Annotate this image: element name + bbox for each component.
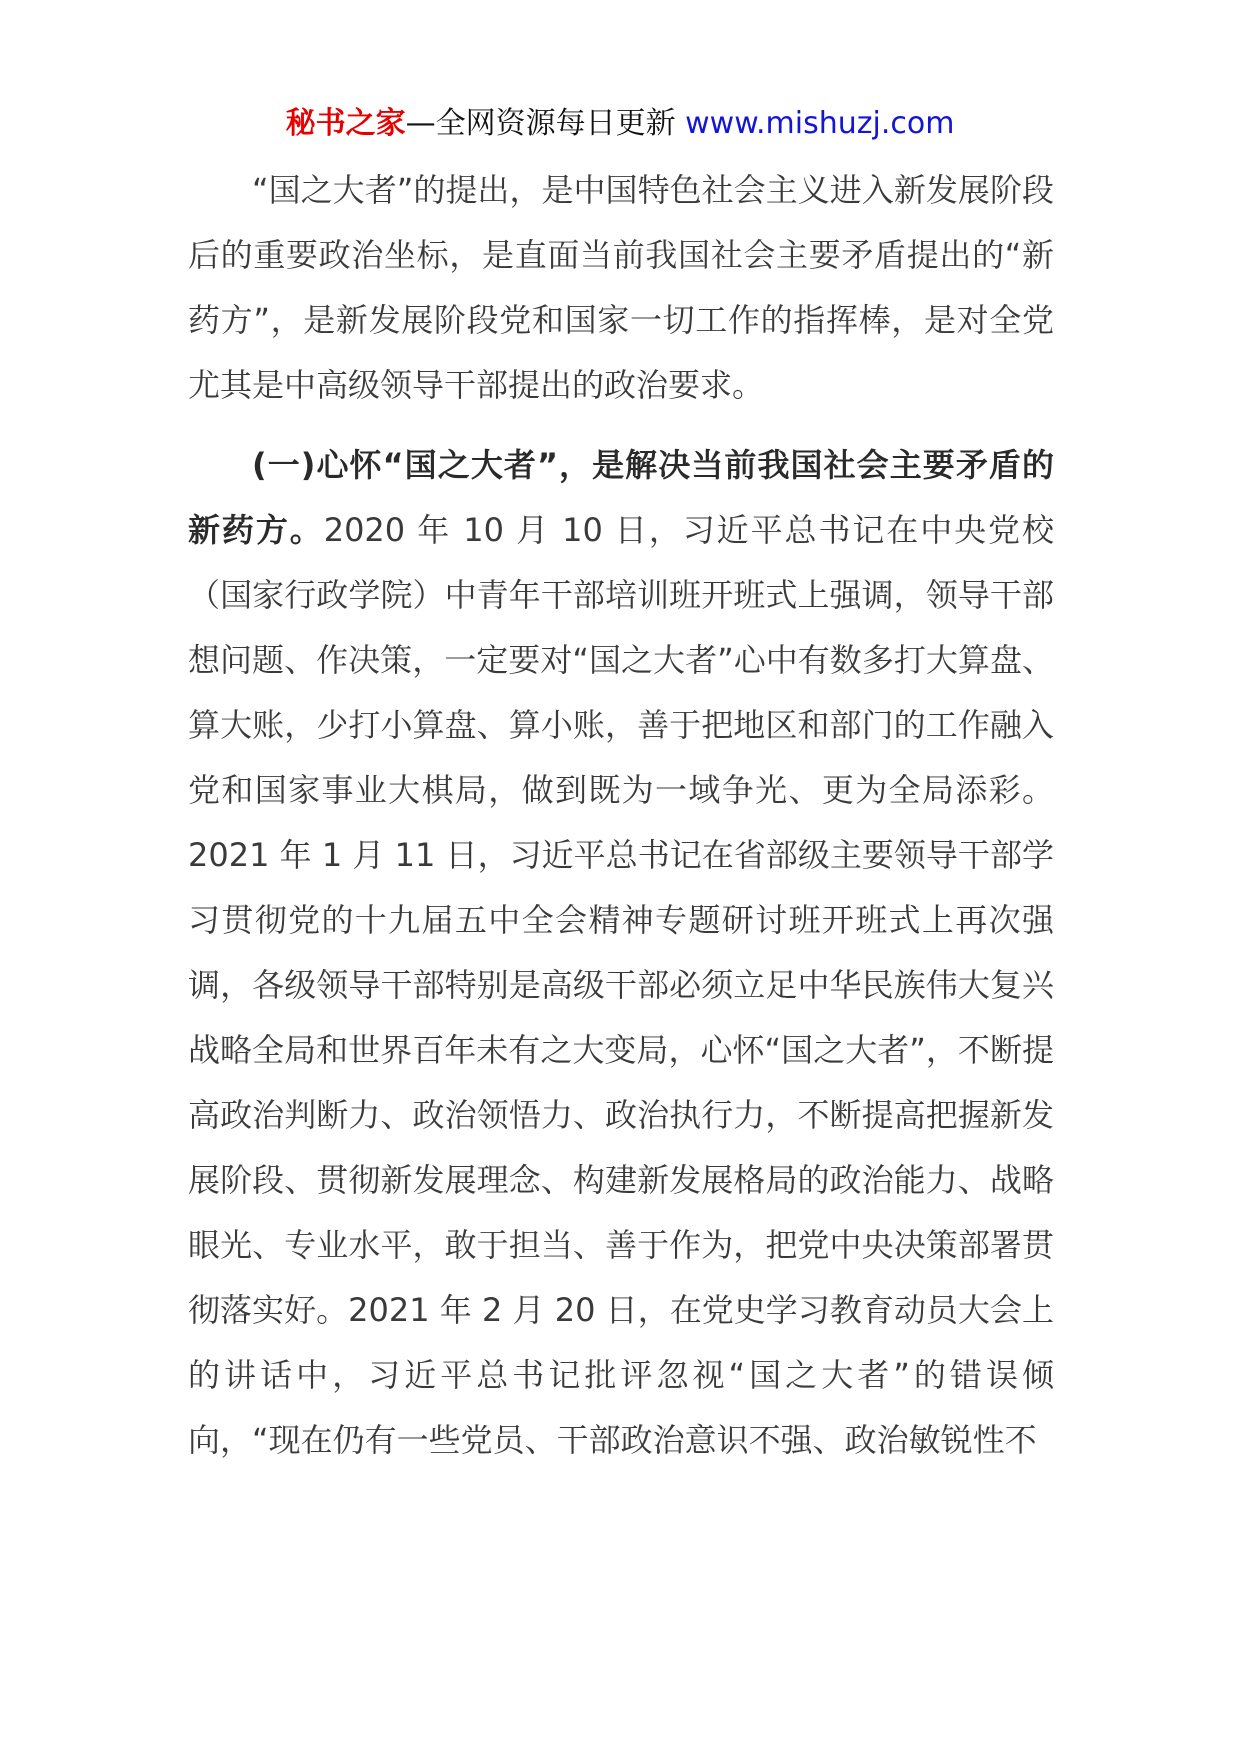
- paragraph-intro: “国之大者”的提出，是中国特色社会主义进入新发展阶段后的重要政治坐标，是直面当前我国社会主要矛盾提出的“新药方”，是新发展阶段党和国家一切工作的指挥棒，是对全党尤其是中高级领导干部提出的政治要求。: [188, 171, 1054, 404]
- brand-name: 秘书之家: [285, 106, 406, 141]
- section-heading: (一)心怀“国之大者”，是解决当前我国社会主要矛盾的新药方。: [188, 446, 1054, 549]
- document-body: [188, 158, 1054, 1473]
- site-url-link[interactable]: www.mishuzj.com: [685, 106, 955, 141]
- section-body-text: 2020 年 10 月 10 日，习近平总书记在中央党校（国家行政学院）中青年干部培训班开班式上强调，领导干部想问题、作决策，一定要对“国之大者”心中有数多打大算盘、算大账，少打小算盘、算小账，善于把地区和部门的工作融入党和国家事业大棋局，做到既为一域争光、更为全局添彩。2021 年 1 月 11 日，习近平总书记在省部级主要领导干部学习贯彻党的十九届五中全会精神专题研讨班开班式上再次强调，各级领导干部特别是高级干部必须立足中华民族伟大复兴战略全局和世界百年未有之大变局，心怀“国之大者”，不断提高政治判断力、政治领悟力、政治执行力，不断提高把握新发展阶段、贯彻新发展理念、构建新发展格局的政治能力、战略眼光、专业水平，敢于担当、善于作为，把党中央决策部署贯彻落实好。2021 年 2 月 20 日，在党史学习教育动员大会上的讲话中，习近平总书记批评忽视“国之大者”的错误倾向，“现在仍有一些党员、干部政治意识不强、政治敏锐性不: [188, 511, 1054, 1459]
- watermark-header: [0, 104, 1240, 144]
- header-tagline: —全网资源每日更新: [405, 106, 676, 141]
- paragraph-section-one: [188, 433, 1054, 1473]
